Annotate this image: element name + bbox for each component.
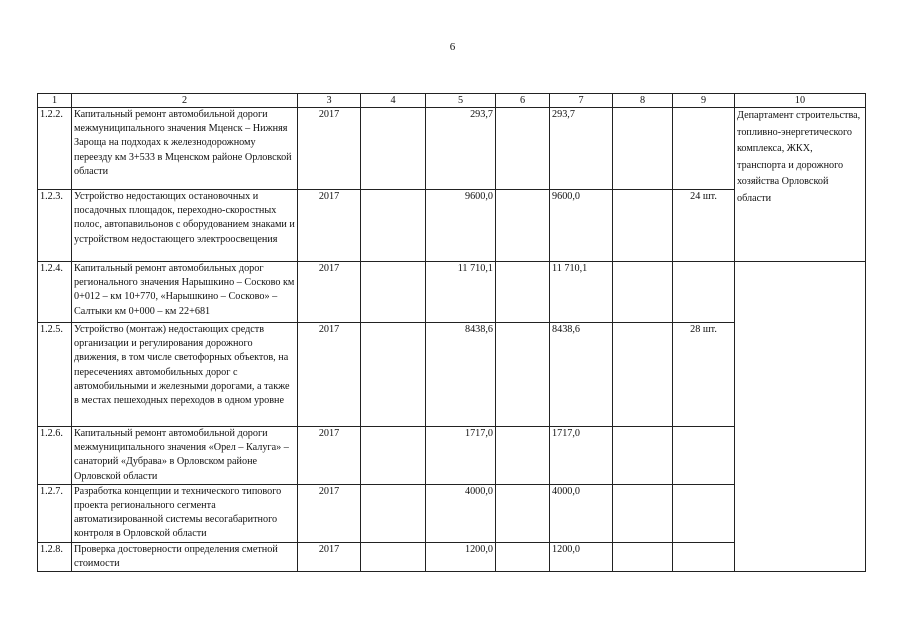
col9-cell [673, 427, 735, 485]
col5-cell: 1200,0 [426, 542, 496, 571]
col5-cell: 11 710,1 [426, 262, 496, 323]
col7-cell: 293,7 [550, 108, 613, 190]
col4-cell [361, 190, 426, 262]
row-number: 1.2.2. [38, 108, 72, 190]
col6-cell [496, 427, 550, 485]
responsible-executor: Департамент строительства, топливно-энергетического комплекса, ЖКХ, транспорта и дорожного хозяйства Орловской области [735, 108, 866, 262]
table-header-row [38, 94, 866, 108]
col6-cell [496, 190, 550, 262]
col5-cell: 9600,0 [426, 190, 496, 262]
col9-cell: 24 шт. [673, 190, 735, 262]
col4-cell [361, 262, 426, 323]
year-cell: 2017 [298, 190, 361, 262]
header-cell: 10 [735, 94, 866, 108]
header-cell: 5 [426, 94, 496, 108]
col8-cell [613, 190, 673, 262]
activity-name: Капитальный ремонт автомобильной дороги межмуниципального значения Мценск – Нижняя Зароща на подходах к железнодорожному переезду км 3+533 в Мценском районе Орловской области [72, 108, 298, 190]
table-row [38, 262, 866, 323]
row-number: 1.2.5. [38, 323, 72, 427]
col8-cell [613, 542, 673, 571]
page-number: 6 [449, 41, 456, 53]
col5-cell: 8438,6 [426, 323, 496, 427]
responsible-continuation [735, 262, 866, 572]
col4-cell [361, 323, 426, 427]
col5-cell: 293,7 [426, 108, 496, 190]
header-cell: 8 [613, 94, 673, 108]
activity-name: Устройство (монтаж) недостающих средств организации и регулирования дорожного движения, в том числе светофорных объектов, на пересечениях автомобильных дорог с автомобильными и железными дорогами, а также в местах пешеходных переходов в одном уровне [72, 323, 298, 427]
col4-cell [361, 484, 426, 542]
activity-name: Капитальный ремонт автомобильных дорог регионального значения Нарышкино – Сосково км 0+012 – км 10+770, «Нарышкино – Сосково» – Салтыки км 0+000 – км 22+681 [72, 262, 298, 323]
program-table [37, 93, 866, 572]
activity-name: Устройство недостающих остановочных и посадочных площадок, переходно-скоростных полос, автопавильонов с оборудованием знаками и устройством недостающего электроосвещения [72, 190, 298, 262]
col9-cell [673, 108, 735, 190]
row-number: 1.2.6. [38, 427, 72, 485]
col8-cell [613, 262, 673, 323]
row-number: 1.2.7. [38, 484, 72, 542]
col8-cell [613, 427, 673, 485]
col6-cell [496, 542, 550, 571]
activity-name: Разработка концепции и технического типового проекта регионального сегмента автоматизированной системы весогабаритного контроля в Орловской области [72, 484, 298, 542]
activity-name: Капитальный ремонт автомобильной дороги межмуниципального значения «Орел – Калуга» – санаторий «Дубрава» в Орловском районе Орловской области [72, 427, 298, 485]
header-cell: 6 [496, 94, 550, 108]
col9-cell: 28 шт. [673, 323, 735, 427]
col7-cell: 4000,0 [550, 484, 613, 542]
col5-cell: 1717,0 [426, 427, 496, 485]
header-cell: 3 [298, 94, 361, 108]
col9-cell [673, 542, 735, 571]
col7-cell: 11 710,1 [550, 262, 613, 323]
year-cell: 2017 [298, 262, 361, 323]
col5-cell: 4000,0 [426, 484, 496, 542]
activity-name: Проверка достоверности определения сметной стоимости [72, 542, 298, 571]
col7-cell: 1200,0 [550, 542, 613, 571]
year-cell: 2017 [298, 484, 361, 542]
row-number: 1.2.8. [38, 542, 72, 571]
col7-cell: 1717,0 [550, 427, 613, 485]
year-cell: 2017 [298, 427, 361, 485]
row-number: 1.2.3. [38, 190, 72, 262]
header-cell: 9 [673, 94, 735, 108]
year-cell: 2017 [298, 323, 361, 427]
header-cell: 7 [550, 94, 613, 108]
row-number: 1.2.4. [38, 262, 72, 323]
header-cell: 2 [72, 94, 298, 108]
col6-cell [496, 262, 550, 323]
col6-cell [496, 108, 550, 190]
col8-cell [613, 484, 673, 542]
col7-cell: 8438,6 [550, 323, 613, 427]
table-row [38, 108, 866, 190]
col8-cell [613, 108, 673, 190]
col9-cell [673, 262, 735, 323]
year-cell: 2017 [298, 542, 361, 571]
col7-cell: 9600,0 [550, 190, 613, 262]
header-cell: 1 [38, 94, 72, 108]
col8-cell [613, 323, 673, 427]
col4-cell [361, 427, 426, 485]
year-cell: 2017 [298, 108, 361, 190]
col4-cell [361, 108, 426, 190]
col6-cell [496, 484, 550, 542]
col4-cell [361, 542, 426, 571]
col9-cell [673, 484, 735, 542]
col6-cell [496, 323, 550, 427]
header-cell: 4 [361, 94, 426, 108]
